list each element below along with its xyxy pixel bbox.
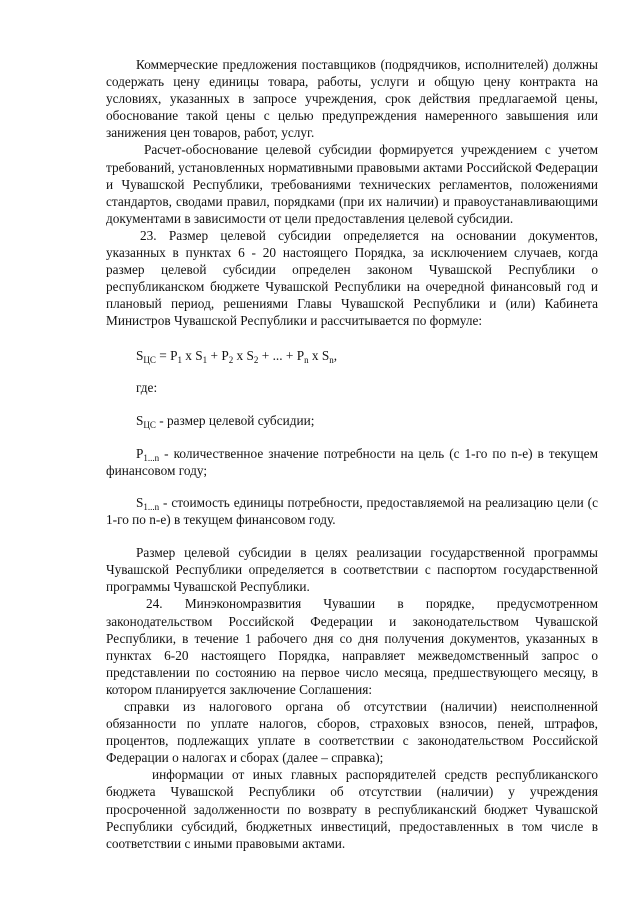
definition-text: - размер целевой субсидии; [155, 412, 315, 428]
formula-part: , [333, 347, 338, 363]
definition-text: - стоимость единицы потребности, предоставляемой на реализацию цели (с 1-го по n-е) в текущем финансовом году. [106, 494, 598, 528]
definition-s [106, 494, 598, 528]
formula-part: x S [308, 347, 330, 363]
paragraph-calculation-justification: Расчет-обоснование целевой субсидии формируется учреждением с учетом требований, установленных нормативными правовыми актами Российской Федерации и Чувашской Республики, требованиями технических регламентов, положениями стандартов, сводами правил, порядками (при их наличии) и правоустанавливающими документами в зависимости от цели предоставления целевой субсидии. [106, 142, 598, 226]
formula-subscript: 2 [253, 354, 259, 365]
formula-subscript: n [304, 354, 309, 365]
paragraph-state-program: Размер целевой субсидии в целях реализации государственной программы Чувашской Республики определяется в соответствии с паспортом государственной программы Чувашской Республики. [106, 545, 598, 595]
formula-subscript: n [329, 354, 334, 365]
definition-p [106, 445, 598, 479]
formula-subscript: 1 [177, 354, 182, 365]
formula-symbol: S [136, 347, 144, 363]
formula-subscript: 1 [202, 354, 208, 365]
where-label: где: [136, 379, 158, 395]
definition-symbol: S [136, 412, 144, 428]
paragraph-tax-certificate: справки из налогового органа об отсутствии (наличии) неисполненной обязанности по уплате налогов, сборов, страховых взносов, пеней, штрафов, процентов, подлежащих уплате в соответствии с законодательством Российской Федерации о налогах и сборах (далее – справка); [106, 699, 598, 766]
paragraph-24: 24. Минэкономразвития Чувашии в порядке, предусмотренном законодательством Российской Федерации и законодательством Чувашской Республики, в течение 1 рабочего дня со дня получения документов, указанных в пунктах 6-20 настоящего Порядка, направляет межведомственный запрос о представлении по состоянию на первое число месяца, предшествующего месяцу, в котором планируется заключение Соглашения: [106, 596, 598, 697]
definition-subscript: 1...n [143, 452, 160, 463]
paragraph-23: 23. Размер целевой субсидии определяется на основании документов, указанных в пунктах 6 - 20 настоящего Порядка, за исключением случаев, когда размер целевой субсидии определен законом Чувашской Республики о республиканском бюджете Чувашской Республики на очередной финансовый год и плановый период, решениями Главы Чувашской Республики и (или) Кабинета Министров Чувашской Республики и рассчитывается по формуле: [106, 227, 598, 329]
formula-subscript: ЦС [143, 354, 156, 365]
paragraph-other-information: информации от иных главных распорядителей средств республиканского бюджета Чувашской Республики об отсутствии (наличии) у учреждения просроченной задолженности по возврату в республиканский бюджет Чувашской Республики субсидий, бюджетных инвестиций, предоставленных в том числе в соответствии с иными правовыми актами. [106, 767, 598, 851]
definition-text: - количественное значение потребности на цель (с 1-го по n-е) в текущем финансовом году; [106, 445, 598, 478]
formula-part: x S [233, 347, 254, 363]
document-page [106, 56, 598, 852]
formula-part: + ... + P [258, 347, 305, 363]
paragraph-commercial-offers: Коммерческие предложения поставщиков (подрядчиков, исполнителей) должны содержать цену единицы товара, работы, услуги и общую цену контракта на условиях, указанных в запросе учреждения, срок действия предлагаемой цены, обоснование такой цены с целью предупреждения намеренного завышения или занижения цен товаров, работ, услуг. [106, 57, 598, 141]
definition-subscript: 1...n [143, 501, 160, 512]
formula-part: x S [181, 347, 203, 363]
formula [106, 347, 598, 364]
formula-part: = P [155, 347, 178, 363]
definition-symbol: S [136, 494, 144, 510]
definition-symbol: P [136, 445, 144, 461]
definition-subscript: ЦС [143, 419, 156, 430]
formula-part: + P [207, 347, 229, 363]
formula-subscript: 2 [228, 354, 234, 365]
definition-scs [106, 412, 598, 429]
